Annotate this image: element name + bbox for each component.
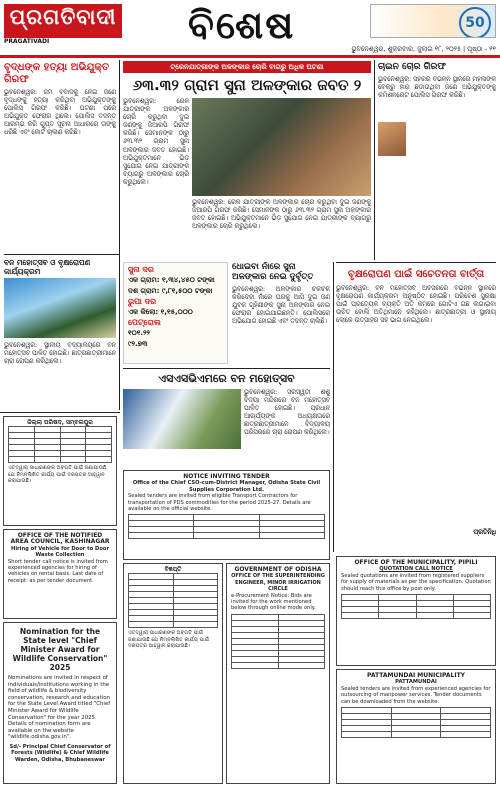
masthead-rule — [0, 55, 500, 58]
fuel-price-1: ୧୦୧.୨୨ — [128, 329, 150, 337]
pattamundai-ad-body: Sealed tenders are invited from experienced agencies for outsourcing of manpower services. Tender documents can be downloaded from the website. — [341, 685, 491, 705]
muni-ad-title: OFFICE OF THE MUNICIPALITY, PIPILI — [354, 559, 478, 566]
tree-article-byline: ପ୍ରତିନିଧି — [473, 529, 496, 536]
right-top-body: ଭୁବନେଶ୍ୱର: ସହରର ବିଭିନ୍ନ ସ୍ଥାନରେ ମହିଳାଙ୍କ ବେକରୁ ହାର ଛଡ଼ାଉଥିବା ଜଣେ ଅଭିଯୁକ୍ତଙ୍କୁ କମିଶନରେଟ ପୋଲିସ ଗିରଫ କରିଛି। — [378, 76, 496, 100]
feature-headline: ୬୩.୩୨ ଗ୍ରାମ ସୁନା ଅଳଙ୍କାର ଜବତ ୨ — [132, 76, 362, 94]
tender-ad-sub: Office of the Chief CSO-cum-District Manager, Odisha State Civil Supplies Corporation Ltd. — [132, 480, 321, 493]
govt-ad-sub: OFFICE OF THE SUPERINTENDING ENGINEER, MINOR IRRIGATION CIRCLE — [231, 573, 325, 593]
right-top-headline: ଚାଇନ ଚୋର ଗିରଫ — [378, 62, 447, 72]
fuel-price-2: ୯୨.୭୩ — [128, 340, 148, 348]
muni-ad-sub: QUOTATION CALL NOTICE — [379, 566, 453, 573]
feature-kicker: ଟ୍ରେନଯାତ୍ରୀଙ୍କ ଅଳଙ୍କାର ଚୋରି ବାଗରୁ ଅଧିକ ଘଟଣା — [123, 61, 371, 73]
price-box — [123, 262, 228, 364]
mid-story-head-wrap — [232, 262, 330, 282]
nac-ad-sub: Hiring of Vehicle for Door to Door Waste Collection — [10, 545, 110, 559]
muni-ad-table — [341, 594, 491, 619]
anniversary-badge: 50 — [459, 7, 491, 38]
tree-article — [336, 268, 496, 552]
vana-photo — [123, 389, 241, 449]
tender-ad-table — [128, 514, 325, 539]
muni-ad-body: Sealed quotations are invited from registered suppliers for supply of materials as per the specification. Quotation should reach this office by post only. — [341, 572, 491, 592]
nac-ad-title: OFFICE OF THE NOTIFIED AREA COUNCIL, KASHINAGAR — [10, 532, 110, 546]
left-mid-story — [4, 258, 116, 408]
pattamundai-ad-sub: PATTAMUNDAI — [395, 679, 437, 686]
left-mid-headline: ବନ ମହୋତ୍ସବ ଓ ବୃକ୍ଷରୋପଣ କାର୍ଯ୍ୟକ୍ରମ — [4, 258, 91, 276]
feature-photo — [192, 98, 371, 196]
gold-title: ସୁନା ଦର — [128, 265, 155, 274]
vana-headline: ଏସଏସଭିଏମରେ ବନ ମହୋତ୍ସବ — [158, 372, 295, 385]
notice-ad-2-title: ବିଜ୍ଞପ୍ତି — [164, 566, 182, 573]
nac-ad-body: Short tender call notice is invited from experienced agencies for hiring of vehicles on rental basis. Last date of receipt: as per tender document. — [8, 558, 108, 584]
left-mid-body: ଭୁବନେଶ୍ୱର: ସ୍ଥାନୀୟ ବିଦ୍ୟାଳୟରେ ବନ ମହୋତ୍ସବ ପାଳିତ ହୋଇଛି। ଛାତ୍ରଛାତ୍ରୀମାନେ ଚାରା ରୋପଣ କରିଥିଲେ। — [4, 342, 116, 366]
left-mid-photo — [4, 278, 116, 338]
tree-article-headline: ବୃକ୍ଷରୋପଣ ପାଇଁ ସଚେତନତା ବାର୍ତ୍ତା — [347, 269, 485, 280]
muni-ad — [336, 556, 496, 666]
mid-story-headline: ଧୋଇବା ନାଁରେ ସୁନା ଅଳଙ୍କାର ନେଇ ଦୁର୍ବୃତ୍ତ — [232, 262, 314, 282]
tree-article-body: ଭୁବନେଶ୍ୱର: ବନ ମହୋତ୍ସବ ଅବସରରେ ବିଭିନ୍ନ ସ୍ଥାନରେ ବୃକ୍ଷରୋପଣ କାର୍ଯ୍ୟକ୍ରମ ଅନୁଷ୍ଠିତ ହୋଇଛି। ପରିବେଶ ସୁରକ୍ଷା ପାଇଁ ପ୍ରତ୍ୟେକ ବ୍ୟକ୍ତି ଅତି କମରେ ଗୋଟିଏ ଗଛ ଲଗାଇବା ଉଚିତ ବୋଲି ଅତିଥିମାନେ କହିଥିଲେ। ଛାତ୍ରଛାତ୍ରୀ ଓ ସ୍ଥାନୀୟ ଲୋକେ ଉତ୍ସାହର ସହ ଭାଗ ନେଇଥିଲେ। — [336, 285, 496, 325]
section-title: ବିଶେଷ — [188, 3, 296, 47]
silver-price-1: ଏକ କିଲୋ: ୧,୧୫,୦୦୦ — [128, 308, 193, 316]
notice-ad-2-body: ଏତଦ୍ୱାରା ସାଧାରଣଙ୍କ ଅବଗତି ପାଇଁ ଜଣାଯାଉଛି ଯେ ନିମ୍ନଲିଖିତ କାର୍ଯ୍ୟ ପାଇଁ ଦରପତ୍ର ଆହ୍ୱାନ କରାଯାଉଛି। — [128, 630, 210, 650]
fuel-title: ପେଟ୍ରୋଲ — [128, 318, 161, 327]
feature-body: ଭୁବନେଶ୍ୱର: ରେଳ ଯାତ୍ରୀଙ୍କ ଅଳଙ୍କାର ଚୋରି କରୁଥିବା ଦୁଇ ଜଣଙ୍କୁ ଜିଆରପି ଗିରଫ କରିଛି। ସେମାନଙ୍କ ଠାରୁ ୬୩.୩୨ ଗ୍ରାମ ସୁନା ଅଳଙ୍କାର ଜବତ ହୋଇଛି। ଅଭିଯୁକ୍ତମାନେ ଭିଡ଼ ସୁଯୋଗ ନେଇ ଯାତ୍ରୀଙ୍କ ବ୍ୟାଗରୁ ଅଳଙ୍କାର ଚୋରି କରୁଥିଲେ। — [123, 98, 189, 186]
right-top-photo — [378, 122, 406, 156]
govt-ad-table — [231, 614, 325, 669]
feature-body-cont: ଭୁବନେଶ୍ୱର: ରେଳ ଯାତ୍ରୀଙ୍କ ଅଳଙ୍କାର ଚୋରି କରୁଥିବା ଦୁଇ ଜଣଙ୍କୁ ଜିଆରପି ଗିରଫ କରିଛି। ସେମାନଙ୍କ ଠାରୁ ୬୩.୩୨ ଗ୍ରାମ ସୁନା ଅଳଙ୍କାର ଜବତ ହୋଇଛି। ଅଭିଯୁକ୍ତମାନେ ଭିଡ଼ ସୁଯୋଗ ନେଇ ଯାତ୍ରୀଙ୍କ ବ୍ୟାଗରୁ ଅଳଙ୍କାର ଚୋରି କରୁଥିଲେ। — [192, 199, 371, 231]
gold-price-2: ଦଶ ଗ୍ରାମ: ୯,୮୧,୫୦୦ ଟଙ୍କା — [128, 287, 213, 295]
left-top-story — [4, 62, 116, 252]
award-ad-title: Nomination for the State level "Chief Minister Award for Wildlife Conservation" 2025 — [12, 627, 108, 672]
notice-ad-1-body: ଏତଦ୍ୱାରା ସାଧାରଣଙ୍କ ଅବଗତି ପାଇଁ ଜଣାଯାଉଛି ଯେ ନିମ୍ନଲିଖିତ କାର୍ଯ୍ୟ ପାଇଁ ଦରପତ୍ର ଆହ୍ୱାନ କରାଯାଉଛି। — [8, 465, 107, 485]
dateline: ଭୁବନେଶ୍ୱର, ଶୁକ୍ରବାର, ଜୁଲାଇ ୧୮, ୨୦୨୫ | ପୃଷ୍ଠା - ୧୧ — [351, 45, 496, 53]
pattamundai-ad-title: PATTAMUNDAI MUNICIPALITY — [366, 672, 466, 679]
award-ad — [3, 622, 117, 784]
tender-ad-body: Sealed tenders are invited from eligible Transport Contractors for transportation of PDS commodities for the period 2025-27. Details are available on the official website. — [128, 493, 311, 513]
govt-ad-body: e-Procurement Notice: Bids are invited for the work mentioned below through online mode only. — [231, 592, 316, 612]
pattamundai-ad — [336, 669, 496, 784]
mid-story-body: ଭୁବନେଶ୍ୱର: ଅଳଙ୍କାର ଚକଚକ କରିଦେବା ନାଁରେ ଘରକୁ ଆସି ଦୁଇ ଜଣ ଯୁବକ ଗୃହିଣୀଙ୍କ ସୁନା ଅଳଙ୍କାର ନେଇ ଫେରାର ହୋଇଯାଇଛନ୍ତି। ପୋଲିସରେ ଅଭିଯୋଗ ହୋଇଛି ଏବଂ ତଦନ୍ତ ଚାଲିଛି। — [232, 286, 330, 326]
vana-body: ଭୁବନେଶ୍ୱର: ସରସ୍ୱତୀ ଶିଶୁ ବିଦ୍ୟା ମନ୍ଦିରରେ ବନ ମହୋତ୍ସବ ପାଳିତ ହୋଇଛି। ପ୍ରଧାନ ଆଚାର୍ଯ୍ୟଙ୍କ ଅଧ୍ୟକ୍ଷତାରେ ଛାତ୍ରଛାତ୍ରୀମାନେ ବିଦ୍ୟାଳୟ ପରିସରରେ ଚାରା ରୋପଣ କରିଥିଲେ। — [244, 389, 330, 437]
tender-ad-title: NOTICE INVITING TENDER — [183, 473, 270, 480]
nac-ad — [3, 529, 117, 619]
newspaper-logo: ପ୍ରଗତିବାଦୀ — [4, 4, 122, 38]
tender-ad — [123, 470, 330, 560]
award-ad-sign: Sd/- Principal Chief Conservator of Forests (Wildlife) & Chief Wildlife Warden, Odisha, Bhubaneswar — [9, 743, 111, 763]
notice-ad-2 — [123, 563, 223, 784]
pattamundai-ad-table — [341, 707, 491, 738]
silver-title: ରୁପା ଦର — [128, 297, 157, 306]
left-top-body: ଭୁବନେଶ୍ୱର: ଜମି ବିବାଦକୁ ନେଇ ଜଣେ ବୃଦ୍ଧଙ୍କୁ ହତ୍ୟା କରିଥିବା ଅଭିଯୁକ୍ତଙ୍କୁ ପୋଲିସ ଗିରଫ କରିଛି। ଘଟଣା ପରେ ଅଭିଯୁକ୍ତ ଫେରାର ଥିଲେ। ପୋଲିସ ତଦନ୍ତ ଆରମ୍ଭ କରି ଗୁପ୍ତ ସୂଚନା ଆଧାରରେ ତାଙ୍କୁ ଧରିଛି ଏବଂ କୋର୍ଟ ଚାଲାଣ କରିଛି। — [4, 89, 116, 137]
govt-ad — [226, 563, 330, 784]
gold-price-1: ଏକ ଗ୍ରାମ: ୧,୩୪,୪୫୦ ଟଙ୍କା — [128, 276, 215, 284]
notice-ad-1-title: ଜିଲ୍ଲା ପରିଷଦ, ସମ୍ବଲପୁର — [27, 419, 93, 426]
masthead-ad — [370, 4, 496, 38]
newspaper-logo-sub: PRAGATIVADI — [4, 38, 50, 45]
govt-ad-title: GOVERNMENT OF ODISHA — [234, 566, 322, 573]
notice-ad-1 — [3, 416, 117, 526]
award-ad-body: Nominations are invited in respect of individuals/institutions working in the field of wildlife & biodiversity conservation, research and education for the State Level Award titled "Chief Minister Award for Wildlife Conservation" for the year 2025. Details of nomination form are available on the website "wildlife.odisha.gov.in". — [8, 675, 111, 741]
left-top-headline: ବୃଦ୍ଧଙ୍କ ହତ୍ୟା ଅଭିଯୁକ୍ତ ଗିରଫ — [4, 62, 109, 85]
notice-ad-2-table — [128, 573, 218, 628]
notice-ad-1-table — [8, 426, 112, 463]
